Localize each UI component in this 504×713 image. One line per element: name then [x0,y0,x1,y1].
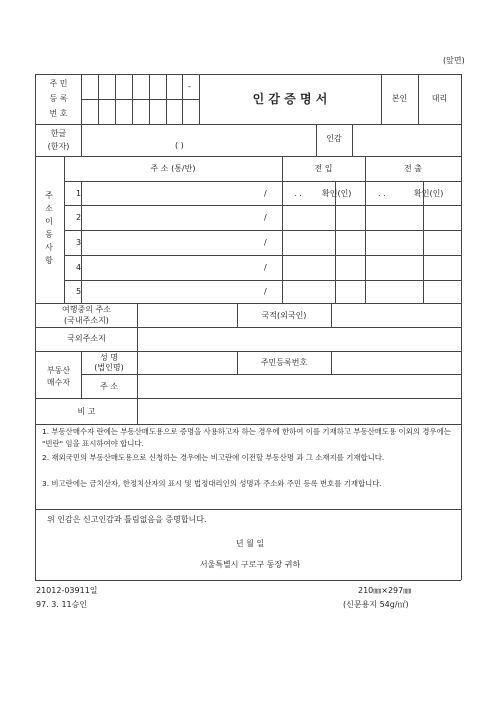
form-number: 21012-03911일 [36,586,98,595]
traveler-label-1: 여행중의 주소 [62,305,111,314]
issuer-line: 서울특별시 구로구 동장 귀하 [199,560,301,569]
reg-dash: - [188,82,191,91]
name-paren: ( ) [175,141,184,150]
paper-size: 210㎜×297㎜ [358,586,412,595]
remarks-label: 비 고 [77,407,96,416]
page-label: (앞면) [443,56,465,65]
buyer-name-2: (법인명) [94,363,124,372]
note-1: 1. 부동산매수자 란에는 부동산매도용으로 증명을 사용하고자 하는 경우에 한하여 이를 기재하고 부동산매도용 이외의 경우에는 "빈란" 임을 표시하여야 합니다. [42,427,451,448]
reg-label-1: 주 민 [49,79,68,88]
note-2: 2. 재외국민의 부동산매도용으로 신청하는 경우에는 비고란에 이전할 부동산명 과 그 소재지를 기재합니다. [42,453,385,462]
address-header: 주 소 (통/반) [150,164,196,173]
seal-label: 인감 [326,134,342,143]
proxy-label: 대리 [431,94,448,103]
reg-label-3: 번 호 [49,109,68,118]
nationality-label: 국적(외국인) [261,311,307,320]
overseas-label: 국외주소지 [67,334,106,343]
date-line: 년 월 일 [235,539,265,548]
buyer-label-2: 매수자 [46,378,71,387]
note-3: 3. 비고란에는 금치산자, 한정치산자의 표시 및 법정대리인의 성명과 주소와 주민 등록 번호를 기재합니다. [42,479,382,488]
reg-label-2: 등 록 [49,94,68,103]
approval-date: 97. 3. 11승인 [36,600,88,609]
move-in-header: 전 입 [314,164,333,173]
buyer-addr-label: 주 소 [100,382,118,391]
buyer-name-1: 성 명 [100,353,118,362]
traveler-label-2: (국내주소지) [64,316,109,325]
name-label-2: (한자) [47,142,70,151]
buyer-label-1: 부동산 [46,366,71,375]
cert-text: 위 인감은 신고인감과 틀림없음을 증명합니다. [47,515,207,524]
move-out-header: 전 출 [404,164,422,173]
self-label: 본인 [391,94,408,103]
buyer-reg-label: 주민등록번호 [260,358,308,367]
name-label-1: 한글 [50,129,67,138]
paper-spec: (신문용지 54g/㎡) [343,600,409,609]
form-title: 인 감 증 명 서 [252,92,328,106]
